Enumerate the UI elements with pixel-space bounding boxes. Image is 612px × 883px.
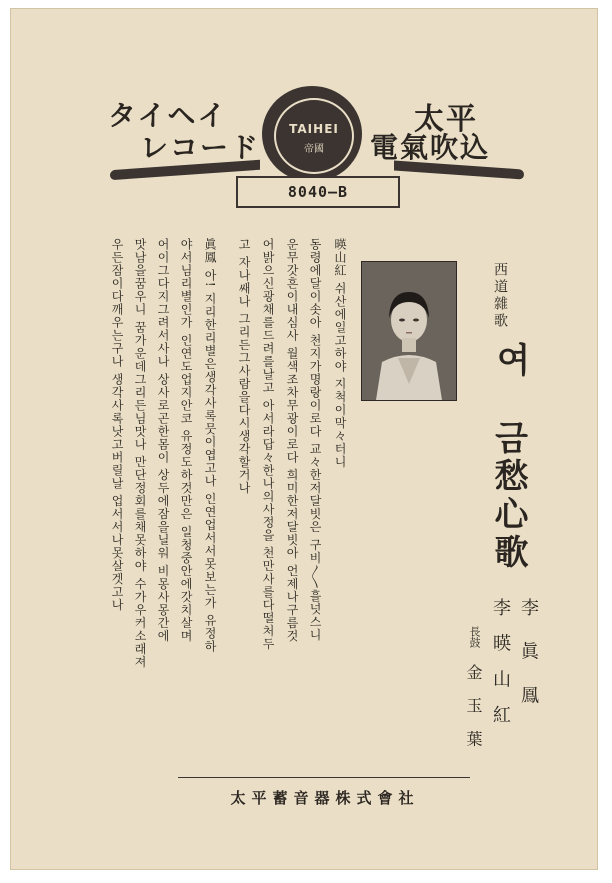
taihei-logo-emblem: [262, 86, 362, 182]
label-title-right-2: 電氣吹込: [370, 131, 491, 164]
label-title-left-2: レコード: [140, 131, 261, 164]
accompaniment-label: 長鼓: [468, 626, 481, 648]
lyrics-line-8: [153, 238, 173, 642]
lyrics-text: 운무갓흔이내심사 월색조차무광이로다 희미한저달빗아 언제나구름것: [285, 238, 299, 643]
logo-ring: [274, 98, 354, 174]
lyrics-line-4: [258, 238, 278, 651]
lyrics-speaker: 眞鳳: [203, 238, 217, 264]
footer-divider: [178, 777, 470, 778]
lyrics-line-6: [200, 238, 220, 653]
label-title-left-1: タイヘイ: [108, 99, 228, 132]
lyrics-text: 아! 지리한리별은생각사록뭇이엽고나 인연업서서못보는가 유정하: [203, 268, 217, 654]
performer-singer-2: 李 暎 山 紅: [490, 598, 511, 730]
lyrics-line-5: [234, 238, 254, 495]
lyrics-line-3: [282, 238, 302, 642]
lyrics-text: 어밝으신광채를드려를날고 아서라답々한나의사정을 천만사를다떨처두: [261, 238, 275, 651]
lyrics-line-1: [330, 238, 350, 469]
lyrics-line-7: [176, 238, 196, 642]
label-title-right-1: 太平: [414, 102, 478, 137]
record-number-box: 8040—B: [236, 176, 400, 208]
lyrics-text: 고 자나쌔나 그리든그사람을다시생각할거나: [237, 238, 251, 495]
lyrics-text: 맛남을꿈우니 꿈가운데그리든님맛나 만단정회를채못하야 수가우커소래져: [133, 238, 147, 669]
singer-photo: [361, 261, 457, 401]
performer-accompanist: 金 玉 葉: [464, 664, 483, 753]
lyrics-text: 쉬산에일고하야 지척이막々터니: [333, 281, 347, 469]
logo-brand-text: TAIHEI: [289, 122, 339, 136]
song-title: 금愁心歌: [488, 420, 528, 572]
song-genre: 西道雜歌: [492, 262, 508, 330]
lyrics-speaker: 暎山紅: [333, 238, 347, 277]
lyrics-text: 우든잠이다깨우는구나 생각사록낫고버릴날 업서서나못살겟고나: [110, 238, 124, 612]
performer-singer-1: 李 眞 鳳: [518, 598, 539, 714]
song-title-hangul: 여: [490, 342, 530, 376]
lyrics-text: 어이그다지그려서사나 상사로곤한몸이 상두에잠을닐워 비몽사몽간에: [156, 238, 170, 643]
logo-sub-text: 帝國: [304, 144, 324, 155]
lyrics-line-10: [107, 238, 127, 612]
company-name: 太平蓄音器株式會社: [230, 789, 420, 807]
portrait-image: [362, 262, 456, 400]
lyrics-line-9: [130, 238, 150, 668]
lyrics-line-2: [305, 238, 325, 641]
lyrics-text: 야서님리별인가 인연도업지안코 유정도하것만은 일청중안에갓치살며: [179, 238, 193, 643]
lyrics-text: 동령에달이솟아 천지가명랑이로다 교々한저달빗은 구비〳〵흘넛스니: [308, 238, 322, 642]
